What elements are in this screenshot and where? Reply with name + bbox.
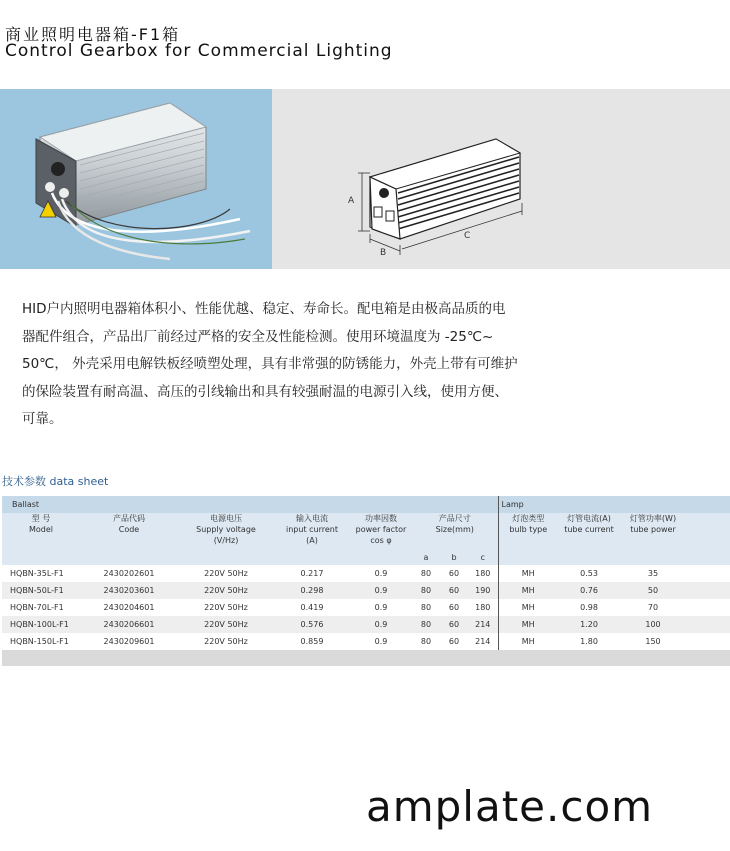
cell-b: 60 [448, 603, 460, 612]
cell-b: 60 [448, 569, 460, 578]
brand-footer: amplate.com [366, 782, 654, 831]
description-line: 器配件组合，产品出厂前经过严格的安全及性能检测。使用环境温度为 -25℃~ [22, 328, 494, 345]
col-header-power-factor: 功率因数 power factor cos φ [350, 513, 412, 551]
cell-b: 60 [440, 582, 468, 599]
cell-code: 2430204601 [103, 603, 155, 612]
cell-pf: 0.9 [350, 616, 412, 633]
cell-bulb: MH [498, 599, 558, 616]
cell-bulb: MH [498, 633, 558, 650]
cell-voltage: 220V 50Hz [178, 616, 274, 633]
dimension-label-b: B [380, 248, 387, 258]
dimension-label-a: A [348, 196, 355, 206]
cell-a: 80 [420, 569, 432, 578]
cell-tube-current: 1.80 [580, 637, 598, 646]
cell-tube-current: 0.53 [580, 569, 598, 578]
cell-pf: 0.9 [374, 637, 388, 646]
cell-bulb: MH [498, 616, 558, 633]
table-row [2, 599, 730, 616]
cell-current: 0.419 [300, 603, 324, 612]
table-row [2, 616, 730, 633]
cell-b: 60 [448, 637, 460, 646]
col-header-voltage: 电源电压 Supply voltage (V/Hz) [178, 513, 274, 551]
cell-bulb: MH [498, 582, 558, 599]
cell-b: 60 [440, 616, 468, 633]
cell-tube-current: 0.76 [558, 582, 620, 599]
cell-code: 2430206601 [80, 616, 178, 633]
cell-tube-power: 35 [647, 569, 659, 578]
cell-current: 0.217 [300, 569, 324, 578]
page-title-en: Control Gearbox for Commercial Lighting [5, 41, 393, 61]
cell-model: HQBN-35L-F1 [10, 569, 64, 578]
product-description [22, 296, 552, 434]
cell-a: 80 [412, 582, 440, 599]
cell-current: 0.298 [274, 582, 350, 599]
dimension-label-c: C [464, 231, 471, 241]
cell-a: 80 [412, 616, 440, 633]
data-sheet-title: 技术参数 data sheet [2, 475, 109, 488]
cell-tube-current: 0.98 [580, 603, 598, 612]
cell-tube-power: 100 [620, 616, 686, 633]
ballast-group-header: Ballast [2, 496, 498, 513]
cell-model: HQBN-50L-F1 [2, 582, 80, 599]
size-sub-a: a [412, 551, 440, 565]
cell-code: 2430209601 [103, 637, 155, 646]
cell-current: 0.576 [274, 616, 350, 633]
cell-voltage: 220V 50Hz [204, 603, 248, 612]
cell-model: HQBN-150L-F1 [10, 637, 69, 646]
description-line: 50℃， 外壳采用电解铁板经喷塑处理，具有非常强的防锈能力，外壳上带有可维护 [22, 356, 518, 372]
cell-c: 214 [475, 637, 491, 646]
col-header-tube-current: 灯管电流(A) tube current [558, 513, 620, 551]
description-line: HID户内照明电器箱体积小、性能优越、稳定、寿命长。配电箱是由极高品质的电 [22, 301, 506, 317]
table-row [2, 565, 730, 582]
cell-c: 214 [468, 616, 498, 633]
cell-current: 0.859 [300, 637, 324, 646]
cell-a: 80 [420, 603, 432, 612]
description-line: 可靠。 [22, 411, 63, 427]
cell-voltage: 220V 50Hz [204, 637, 248, 646]
cell-tube-current: 1.20 [558, 616, 620, 633]
cell-c: 180 [475, 569, 491, 578]
product-photo [0, 89, 272, 269]
cell-voltage: 220V 50Hz [204, 569, 248, 578]
col-header-bulb-type: 灯泡类型 bulb type [498, 513, 558, 551]
col-header-code: 产品代码 Code [80, 513, 178, 551]
col-header-tube-power: 灯管功率(W) tube power [620, 513, 686, 551]
lamp-group-header: Lamp [498, 496, 730, 513]
cell-c: 190 [468, 582, 498, 599]
cell-pf: 0.9 [374, 603, 388, 612]
cell-model: HQBN-70L-F1 [10, 603, 64, 612]
cell-model: HQBN-100L-F1 [2, 616, 80, 633]
description-line: 的保险装置有耐高温、高压的引线输出和具有较强耐温的电源引入线，使用方便、 [22, 383, 508, 400]
table-row [2, 582, 730, 599]
dimension-drawing [272, 89, 730, 269]
cell-c: 180 [475, 603, 491, 612]
cell-tube-power: 50 [620, 582, 686, 599]
cell-pf: 0.9 [374, 569, 388, 578]
page-title-cn: 商业照明电器箱-F1箱 [5, 25, 181, 44]
col-header-model: 型 号 Model [2, 513, 80, 551]
size-sub-c: c [468, 551, 498, 565]
cell-bulb: MH [498, 565, 558, 582]
cell-voltage: 220V 50Hz [178, 582, 274, 599]
cell-code: 2430203601 [80, 582, 178, 599]
cell-tube-power: 70 [647, 603, 659, 612]
size-sub-b: b [440, 551, 468, 565]
cell-tube-power: 150 [645, 637, 661, 646]
col-header-size: 产品尺寸 Size(mm) [412, 513, 498, 551]
cell-pf: 0.9 [350, 582, 412, 599]
table-row [2, 633, 730, 650]
data-sheet-table [2, 496, 730, 666]
col-header-current: 输入电流 input current (A) [274, 513, 350, 551]
cell-a: 80 [420, 637, 432, 646]
cell-code: 2430202601 [103, 569, 155, 578]
